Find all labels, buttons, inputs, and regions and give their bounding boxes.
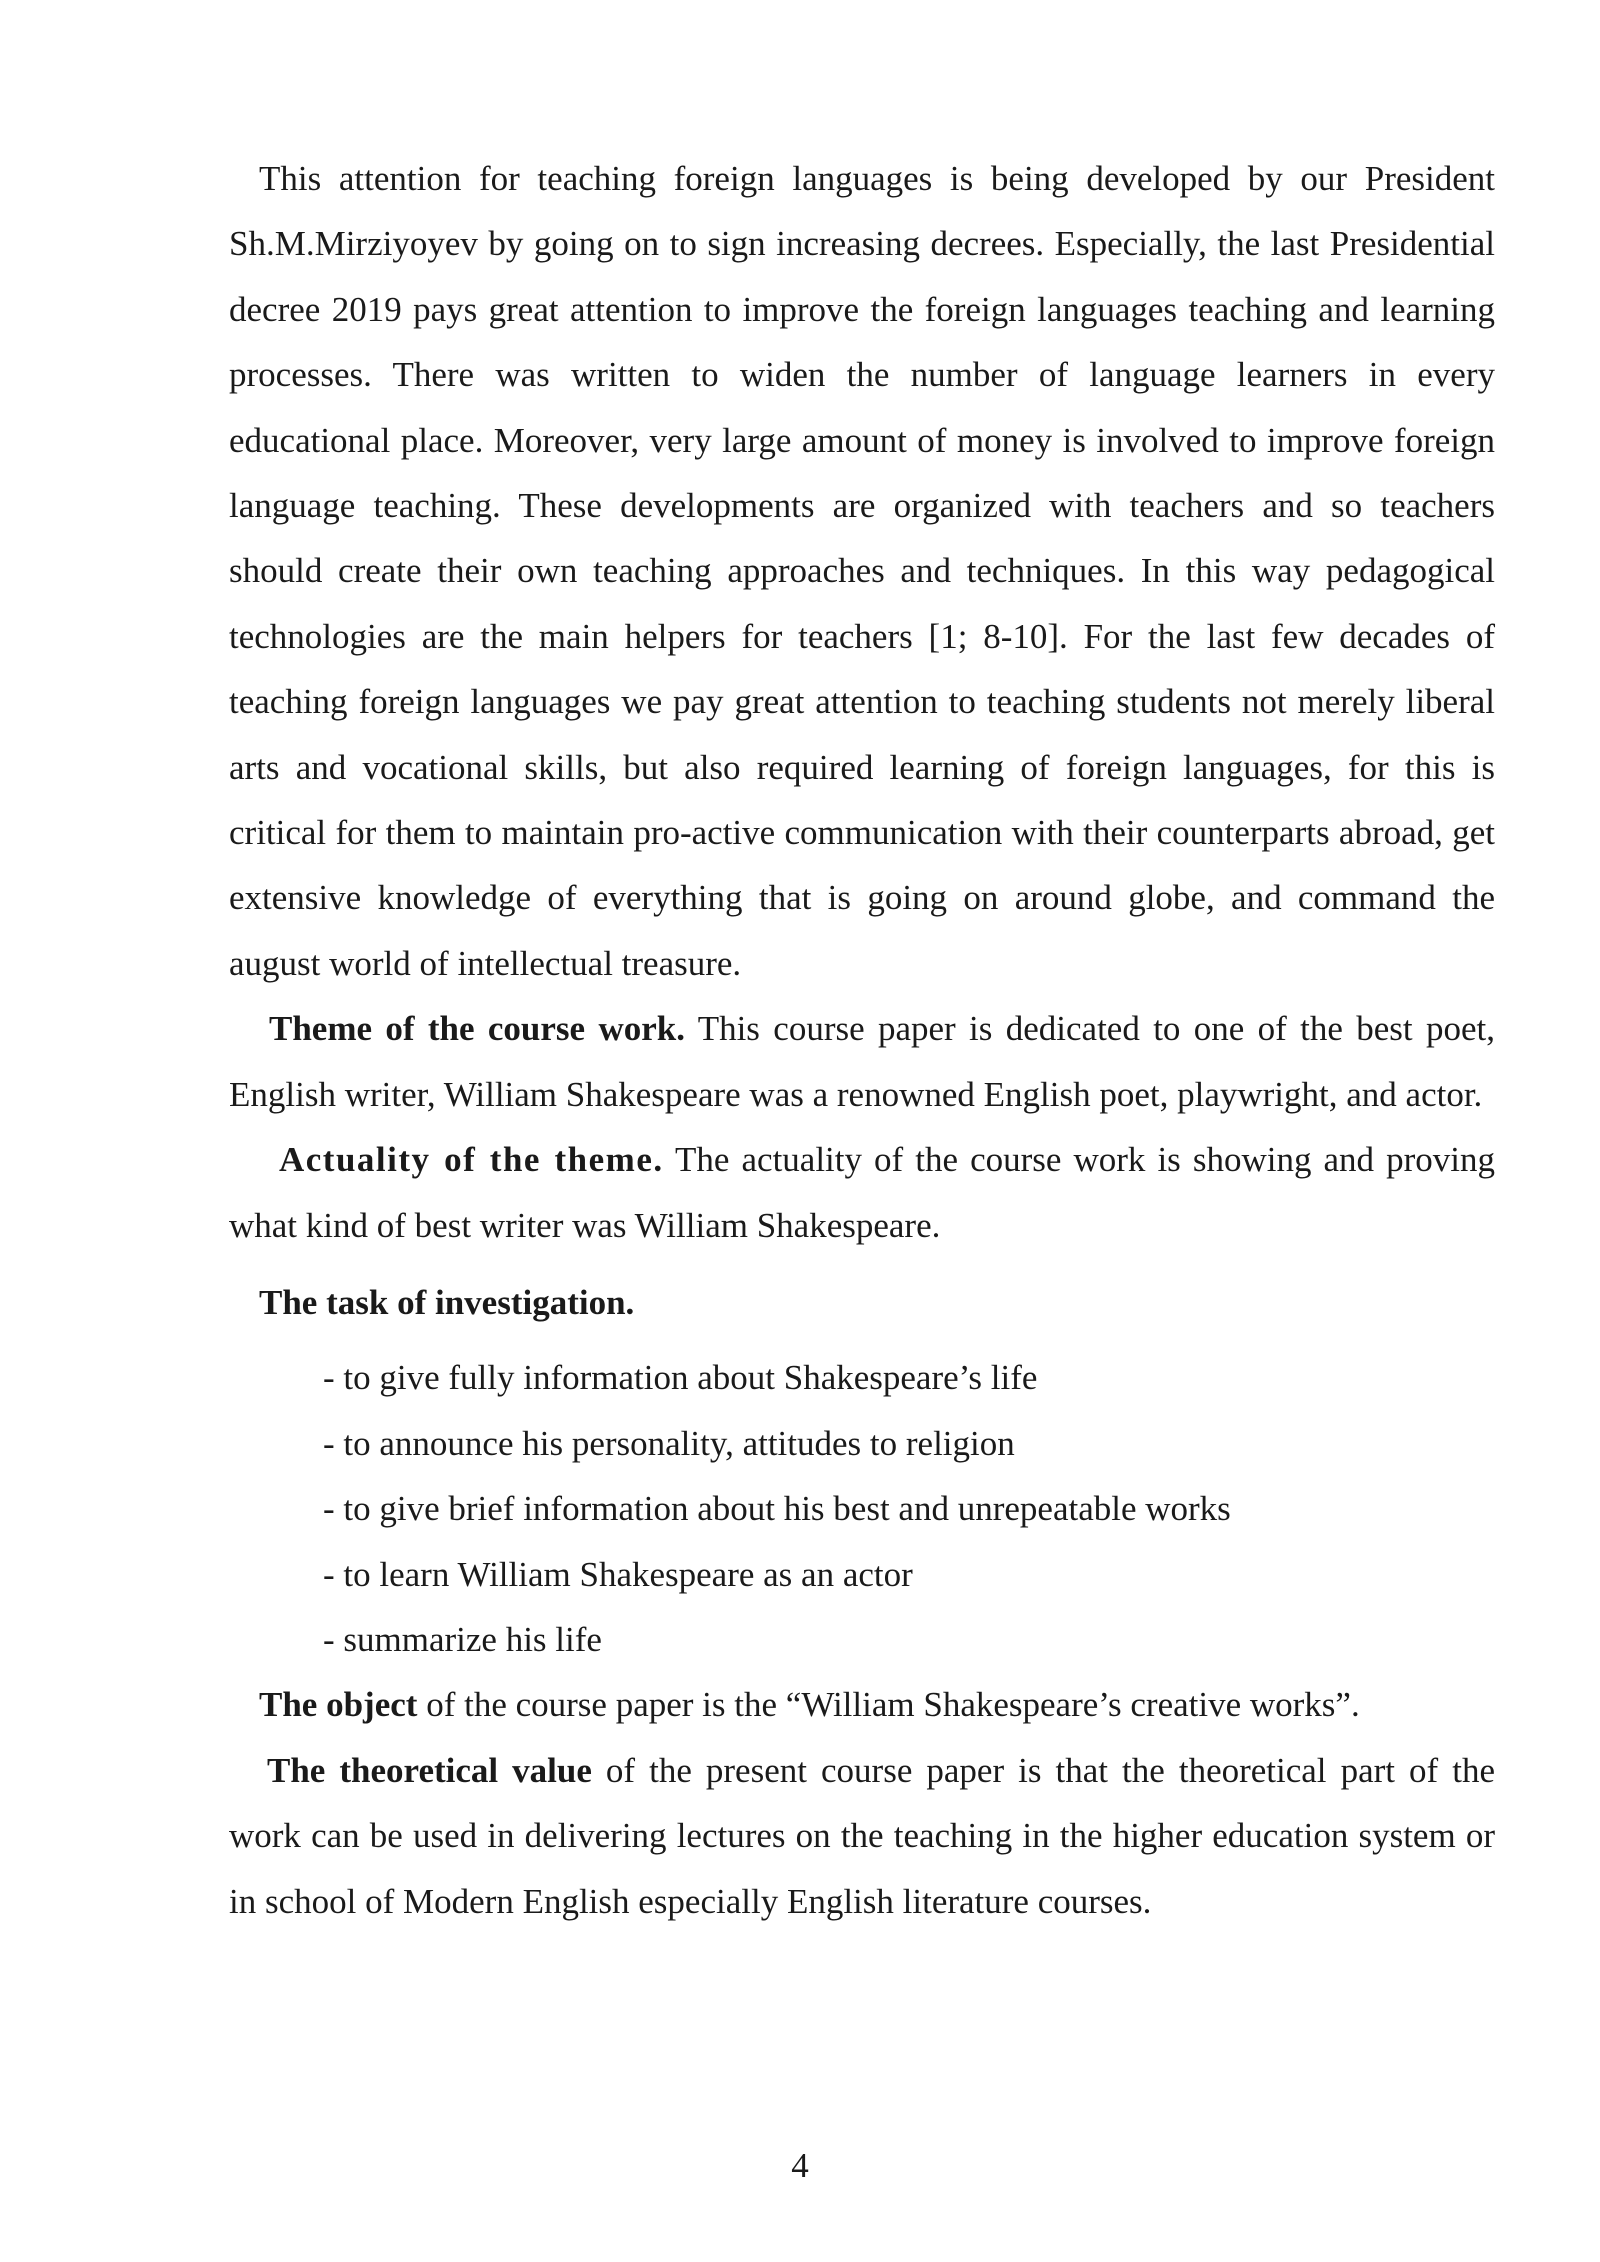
theme-text: This course paper is dedicated to one of the best poet, English writer, William Shakespeare was a renowned English poet, playwright, and actor. xyxy=(229,1009,1496,1114)
object-paragraph xyxy=(229,1672,1495,1737)
list-item: - to announce his personality, attitudes to religion xyxy=(323,1423,1015,1463)
object-label: The object xyxy=(259,1685,418,1725)
actuality-text: The actuality of the course work is showing and proving what kind of best writer was William Shakespeare. xyxy=(229,1140,1495,1245)
theme-label: Theme of the course work. xyxy=(269,1009,685,1049)
theoretical-text: of the present course paper is that the theoretical part of the work can be used in delivering lectures on the teaching in the higher education system or in school of Modern English especially English literature courses. xyxy=(229,1750,1495,1921)
page-number: 4 xyxy=(791,2146,809,2185)
actuality-label: Actuality of the theme. xyxy=(279,1140,664,1180)
document-page xyxy=(229,146,1495,1934)
theoretical-label: The theoretical value xyxy=(267,1750,592,1790)
theme-paragraph xyxy=(229,996,1495,1127)
task-heading: The task of investigation. xyxy=(259,1282,635,1322)
theoretical-paragraph xyxy=(229,1738,1495,1934)
list-item: - summarize his life xyxy=(323,1619,602,1659)
intro-paragraph: This attention for teaching foreign languages is being developed by our President Sh.M.Mirziyoyev by going on to sign increasing decrees. Especially, the last Presidential decree 2019 pays great attention to improve the foreign languages teaching and learning processes. There was written to widen the number of language learners in every educational place. Moreover, very large amount of money is involved to improve foreign language teaching. These developments are organized with teachers and so teachers should create their own teaching approaches and techniques. In this way pedagogical technologies are the main helpers for teachers [1; 8-10]. For the last few decades of teaching foreign languages we pay great attention to teaching students not merely liberal arts and vocational skills, but also required learning of foreign languages, for this is critical for them to maintain pro-active communication with their counterparts abroad, get extensive knowledge of everything that is going on around globe, and command the august world of intellectual treasure. xyxy=(229,159,1495,983)
task-list xyxy=(229,1345,1495,1672)
object-text: of the course paper is the “William Shakespeare’s creative works”. xyxy=(417,1685,1360,1725)
actuality-paragraph xyxy=(229,1127,1495,1258)
list-item: - to learn William Shakespeare as an actor xyxy=(323,1554,913,1594)
list-item: - to give fully information about Shakespeare’s life xyxy=(323,1358,1038,1398)
list-item: - to give brief information about his best and unrepeatable works xyxy=(323,1489,1231,1529)
